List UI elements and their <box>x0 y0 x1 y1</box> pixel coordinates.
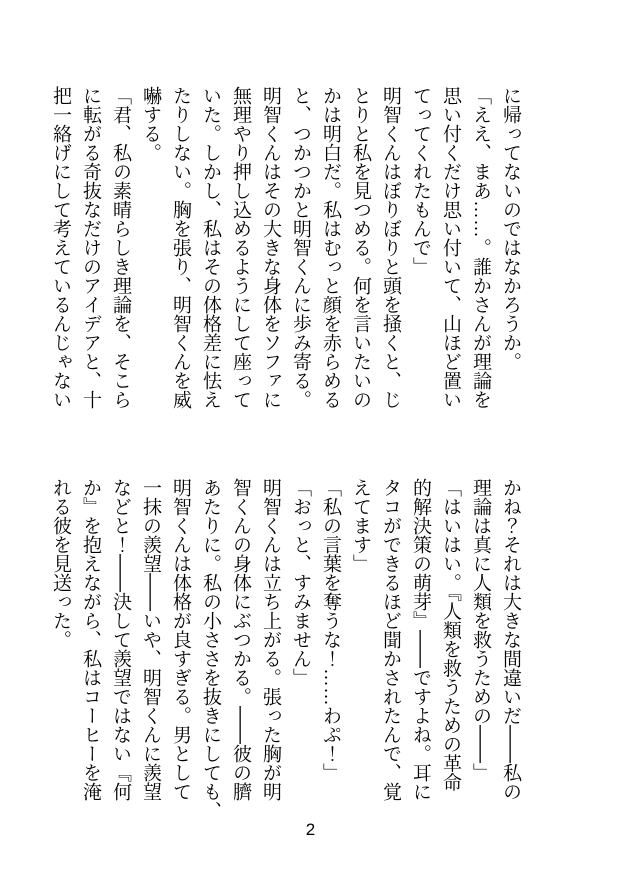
text-line: かは明白だ。私はむっと顔を赤らめる <box>320 86 341 409</box>
text-line: 「おっと、すみません」 <box>290 478 311 687</box>
text-line: 明智くんはその大きな身体をソファに <box>260 86 281 409</box>
text-line: に帰ってないのではなかろうか。 <box>500 86 521 371</box>
text-line: かね？それは大きな間違いだ――私の <box>500 478 521 801</box>
text-line: てってくれたもんで」 <box>410 86 431 276</box>
text-line: 把一絡げにして考えているんじゃない <box>50 86 71 409</box>
text-line: 「ええ、まあ……。誰かさんが理論を <box>470 86 491 409</box>
text-line: などと！――決して羨望ではない『何 <box>110 478 131 801</box>
text-line: 明智くんは立ち上がる。張った胸が明 <box>260 478 281 801</box>
text-line: 「はいはい。『人類を救うための革命 <box>440 478 461 792</box>
text-block-top <box>45 86 525 409</box>
text-line: 思い付くだけ思い付いて、山ほど置い <box>440 86 461 409</box>
text-line: 明智くんは体格が良すぎる。男として <box>170 478 191 801</box>
text-line: いた。しかし、私はその体格差に怯え <box>200 86 221 409</box>
text-line: 一抹の羨望――いや、明智くんに羨望 <box>140 478 161 801</box>
text-line: 明智くんはぼりぼりと頭を掻くと、じ <box>380 86 401 409</box>
text-line: タコができるほど聞かされたんで、覚 <box>380 478 401 801</box>
text-line: 無理やり押し込めるようにして座って <box>230 86 251 409</box>
text-line: と、つかつかと明智くんに歩み寄る。 <box>290 86 311 409</box>
text-line: れる彼を見送った。 <box>50 478 71 649</box>
text-block-bottom <box>45 478 525 820</box>
text-line: あたりに。私の小ささを抜きにしても、 <box>200 478 221 820</box>
text-line: か』を抱えながら、私はコーヒーを淹 <box>80 478 101 801</box>
text-line: たりしない。胸を張り、明智くんを威 <box>170 86 191 409</box>
text-line: とりと私を見つめる。何を言いたいの <box>350 86 371 409</box>
text-line: 嚇する。 <box>140 86 161 162</box>
text-line: えてます」 <box>350 478 371 573</box>
text-line: 理論は真に人類を救うための――」 <box>470 478 491 782</box>
page-number: 2 <box>305 820 316 839</box>
text-line: 的解決策の萌芽』――ですよね。耳に <box>410 478 431 801</box>
text-line: 智くんの身体にぶつかる。――彼の臍 <box>230 478 251 801</box>
text-line: 「私の言葉を奪うな！……わぷ！」 <box>320 478 341 782</box>
text-line: 「君、私の素晴らしき理論を、そこら <box>110 86 131 409</box>
text-line: に転がる奇抜なだけのアイデアと、十 <box>80 86 101 409</box>
